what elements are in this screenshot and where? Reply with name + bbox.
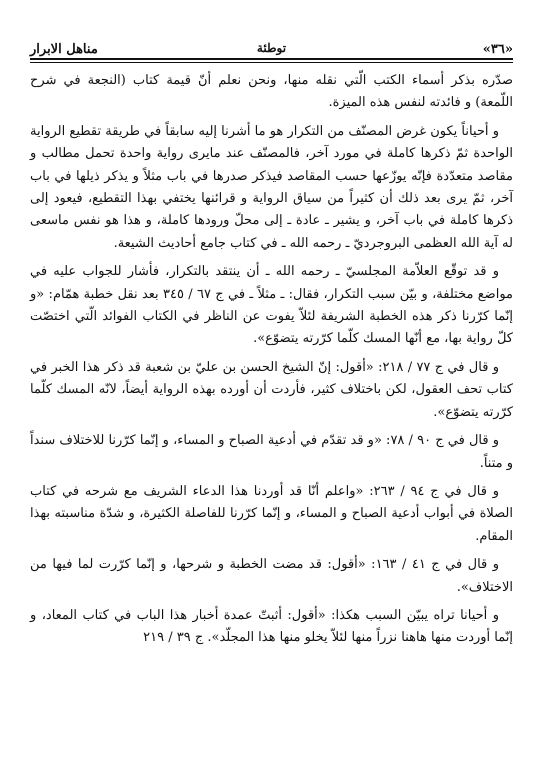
paragraph: و قال في ج ٧٧ / ٢١٨: «أقول: إنّ الشيخ الحسن بن عليّ بن شعبة قد ذكر هذا الخبر في كتاب تحف العقول، لكن باختلاف كثير، فأردت أن أورده بهذه الرواية أيضاً، لانّه المسك كلّما كرّرته يتضوّع». — [30, 359, 513, 420]
book-title: مناهل الابرار — [30, 42, 98, 57]
header-rule-thick — [30, 58, 513, 60]
body-text — [30, 70, 513, 656]
paragraph: و قال في ج ٤١ / ١٦٣: «أقول: قد مضت الخطبة و شرحها، و إنّما كرّرت لما فيها من الاختلاف». — [30, 557, 513, 595]
chapter-title: توطئة — [256, 41, 287, 55]
paragraph: و أحياناً يكون غرض المصنّف من التكرار هو ما أشرنا إليه سابقاً في طريقة تقطيع الرواية الواحدة ثمّ ذكرها كاملة في مورد آخر، فالمصنّف عند مايرى رواية واحدة تحمل مطالب و مقاصد متعدّدة فإنّه يوزّعها حسب المقاصد فيذكر صدرها في باب مثلاً و يذكر ذيلها في باب آخر، ثمّ يرى بعد ذلك أن كثيراً من سياق الرواية و قرائنها يختفي بهذا التقطيع، فيعود إلى ذكرها كاملة في باب آخر، و يشير ـ عادة ـ إلى محلّ ورودها كاملة، و هذا هو نفس ماسعى له آية الله العظمى البروجرديّ ـ رحمه الله ـ في كتاب جامع أحاديث الشيعة. — [30, 123, 513, 251]
paragraph: و قد توقّع العلاّمة المجلسيّ ـ رحمه الله ـ أن ينتقد بالتكرار، فأشار للجواب عليه في مواضع مختلفة، و بيّن سبب التكرار، فقال: ـ مثلاً ـ في ج ٦٧ / ٣٤٥ بعد نقل خطبة همّام: «و إنّما كرّرنا ذكر هذه الخطبة الشريفة لئلاّ يفوت عن الناظر في الكتاب الفوائد الّتي اختصّت كلّ رواية بها، مع أنّها المسك كلّما كرّرته يتضوّع». — [30, 264, 514, 347]
page-number: «٣٦» — [482, 42, 513, 57]
header-rule-thin — [30, 62, 513, 63]
paragraph: و قال في ج ٩٠ / ٧٨: «و قد تقدّم في أدعية الصباح و المساء، و إنّما كرّرنا للاختلاف سنداً و متناً. — [30, 433, 513, 471]
paragraph: و أحيانا تراه يبيّن السبب هكذا: «أقول: أثبتّ عمدة أخبار هذا الباب في كتاب المعاد، و إنّما أوردت منها هاهنا نزراً منها لئلاّ يخلو منها هذا المجلّد». ج ٣٩ / ٢١٩ — [30, 607, 513, 646]
running-header — [30, 33, 513, 57]
paragraph: صدّره بذكر أسماء الكتب الّتي نقله منها، ونحن نعلم أنّ قيمة كتاب (النجعة في شرح اللّمعة) و فائدته لنفس هذه الميزة. — [30, 73, 513, 111]
paragraph: و قال في ج ٩٤ / ٢٦٣: «واعلم أنّا قد أوردنا هذا الدعاء الشريف مع شرحه في كتاب الصلاة في أبواب أدعية الصباح و المساء، و إنّما كرّرنا للفاصلة الكثيرة، و شدّة مناسبته بهذا المقام. — [30, 483, 513, 544]
book-page — [30, 0, 513, 761]
